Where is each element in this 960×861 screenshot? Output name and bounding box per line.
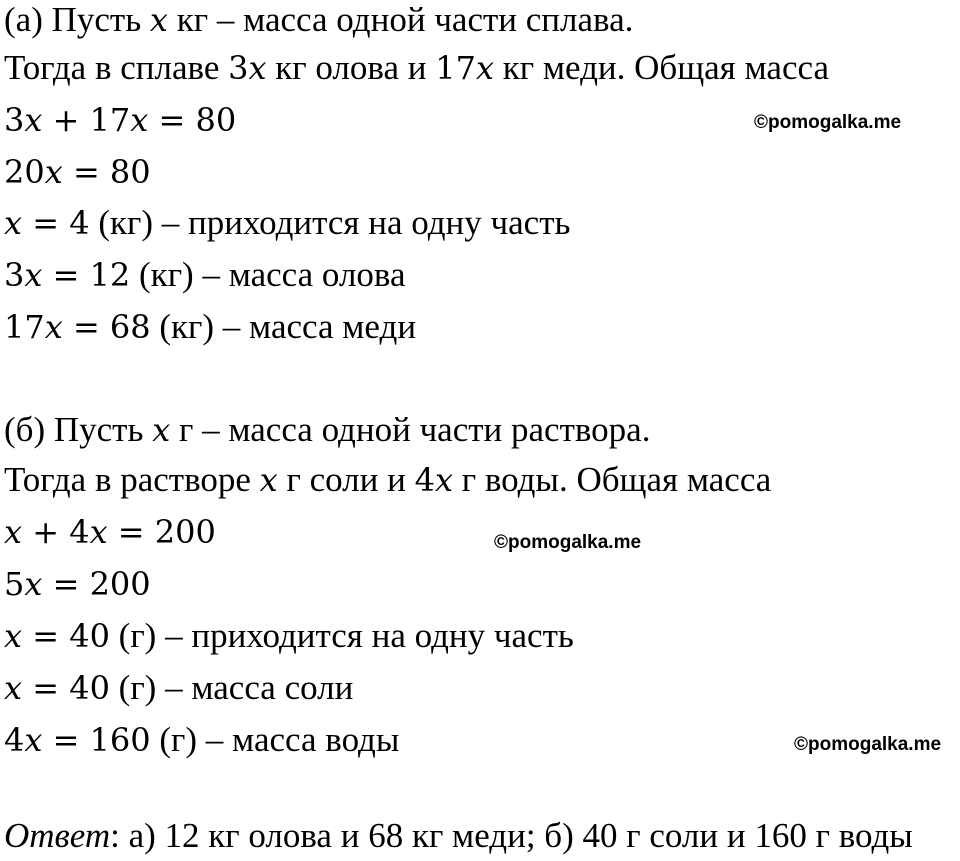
text: г – масса одной части раствора. [170,410,651,449]
variable: x [4,617,23,655]
variable: x [152,411,171,449]
variable: x [130,101,149,139]
math: = 12 [42,256,131,294]
math: 20 [4,153,45,191]
variable: x [89,513,108,551]
part-a-equation-2 [4,152,151,192]
math: = 200 [42,565,151,603]
math: 4 [4,721,25,759]
variable: x [24,101,43,139]
part-a-equation-5 [4,307,416,347]
variable: x [259,461,278,499]
text: кг олова и [266,48,436,87]
math: = 4 [22,204,90,242]
math: + 4 [22,513,90,551]
answer-line [4,816,913,856]
part-b-equation-1 [4,512,216,552]
math: = 200 [107,513,216,551]
watermark: ©pomogalka.me [794,734,942,755]
text: кг – масса одной части сплава. [167,0,634,39]
math: + 17 [42,101,131,139]
text: г соли и [277,460,415,499]
variable: x [4,204,23,242]
part-a-equation-4 [4,255,406,295]
text: (г) – приходится на одну часть [109,616,574,655]
variable: x [434,461,453,499]
text: Тогда в растворе [4,460,260,499]
math: 5 [4,565,25,603]
part-b-equation-4 [4,668,353,708]
math: = 40 [22,669,110,707]
part-b-equation-2 [4,564,151,604]
variable: x [4,513,23,551]
variable: x [248,49,267,87]
text: (а) Пусть [4,0,150,39]
math: = 40 [22,617,110,655]
text: (кг) – масса меди [150,307,417,346]
text: кг меди. Общая масса [493,48,829,87]
text: (кг) – масса олова [130,255,406,294]
text: Тогда в сплаве [4,48,229,87]
variable: x [4,669,23,707]
math: = 68 [62,308,151,346]
math: = 160 [42,721,151,759]
text: (г) – масса соли [109,668,354,707]
part-a-setup [4,48,829,88]
part-b-intro [4,410,650,450]
part-b-equation-5 [4,720,399,760]
watermark: ©pomogalka.me [494,532,642,553]
variable: x [44,308,63,346]
text: (кг) – приходится на одну часть [89,203,571,242]
math: 3 [4,256,25,294]
variable: x [24,256,43,294]
math: 4 [414,461,435,499]
text: (б) Пусть [4,410,153,449]
answer-text: : а) 12 кг олова и 68 кг меди; б) 40 г соли и 160 г воды [110,816,913,855]
text: г воды. Общая масса [452,460,772,499]
math: 3 [4,101,25,139]
variable: x [24,721,43,759]
math: = 80 [62,153,151,191]
variable: x [24,565,43,603]
part-b-setup [4,460,771,500]
math: 3 [228,49,249,87]
variable: x [149,1,168,39]
answer-label: Ответ [4,816,111,855]
math: 17 [435,49,476,87]
variable: x [475,49,494,87]
math: 17 [4,308,45,346]
part-a-equation-3 [4,203,570,243]
part-a-intro [4,0,633,40]
variable: x [44,153,63,191]
text: (г) – масса воды [150,720,400,759]
math: = 80 [148,101,237,139]
part-b-equation-3 [4,616,574,656]
watermark: ©pomogalka.me [754,112,902,133]
part-a-equation-1 [4,100,236,140]
